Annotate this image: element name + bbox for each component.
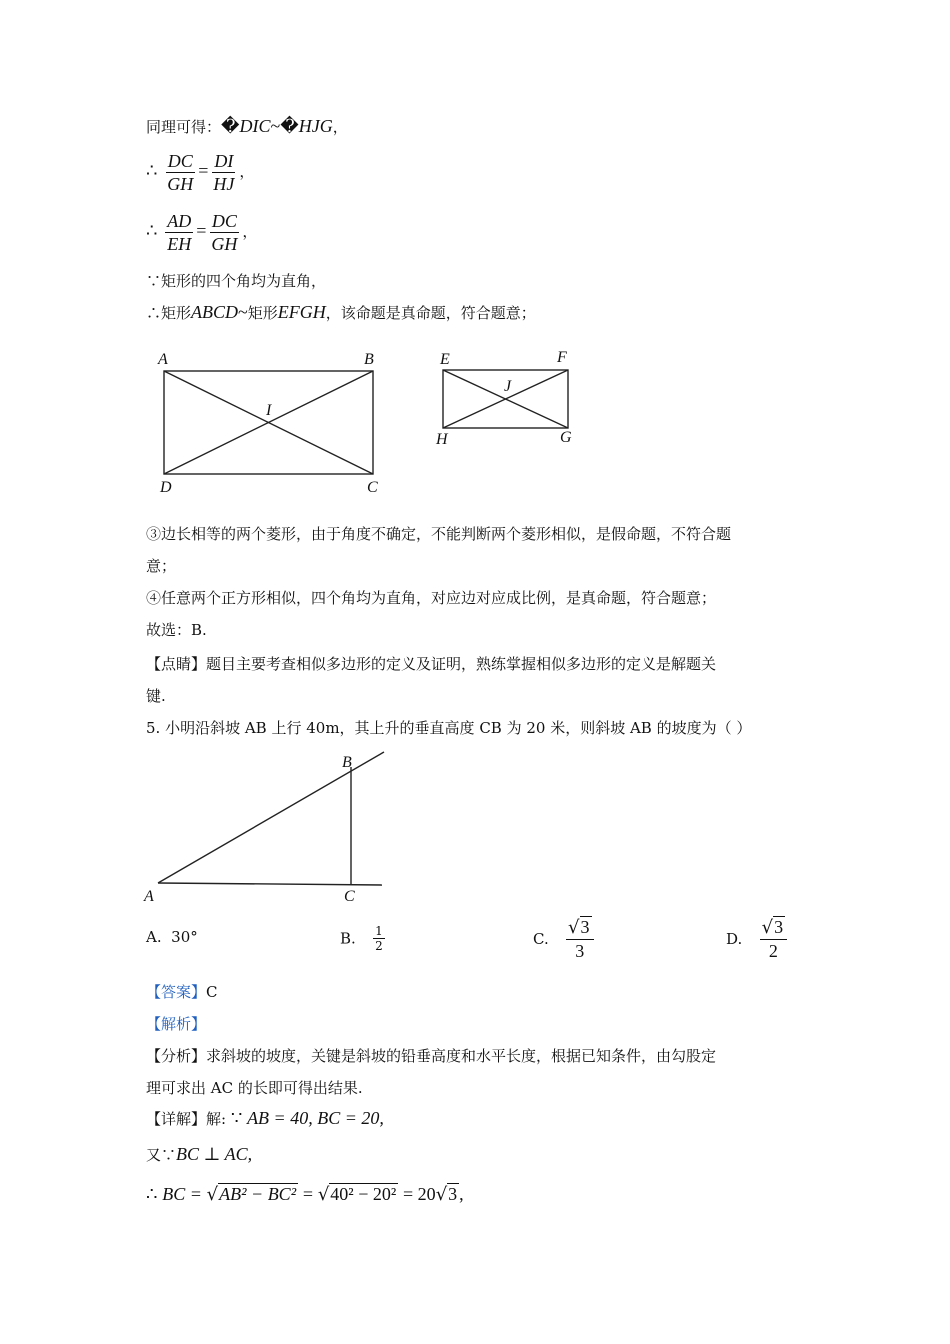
fraction [165,210,193,255]
rect-abcd: ABCD [191,302,239,322]
option-a[interactable] [146,928,198,946]
calc-line [146,1184,464,1205]
numerator: DC [167,151,193,171]
perp-expr: BC ⊥ AC, [176,1144,253,1164]
detail-line [146,1108,384,1129]
detail-prefix: 【详解】解: [146,1110,231,1128]
rect-abcd-shape [164,371,373,474]
para-3-line-a: ③边长相等的两个菱形，由于角度不确定，不能判断两个菱形相似，是假命题，不符合题 [146,525,732,543]
therefore-symbol: ∴ [146,220,158,241]
answer-line [146,981,218,1002]
punct: ， [332,118,348,136]
option-label: B. [340,929,356,948]
label-b: B [342,754,352,771]
para-3-line-b: 意； [146,557,177,575]
right-angle-line: ∵矩形的四个角均为直角， [146,272,327,290]
option-label: A. [146,928,162,946]
text: ∴矩形 [146,304,192,322]
label-e: E [440,351,450,368]
sqrt: √AB² − BC² [206,1184,297,1205]
text: 矩形 [247,304,278,322]
denominator: 2 [768,941,778,961]
fraction [165,150,195,195]
numerator: DC [211,211,237,231]
numerator: DI [214,151,234,171]
slope-figure [140,748,400,908]
sqrt: √3 [568,917,590,938]
label-c: C [344,888,355,905]
label-h: H [436,431,448,448]
given-equation: AB = 40, BC = 20, [247,1108,384,1128]
equals: = [196,220,207,241]
slope-lines [158,752,384,885]
label-a: A [158,351,168,368]
fraction [209,210,239,255]
denominator: 2 [375,939,383,953]
para-4: ④任意两个正方形相似，四个角均为直角，对应边对应成比例，是真命题，符合题意； [146,589,717,607]
label-a: A [144,888,154,905]
text-prefix: 同理可得： [146,118,222,136]
analysis-line-a: 【分析】求斜坡的坡度，关键是斜坡的铅垂高度和水平长度，根据已知条件，由勾股定 [146,1047,717,1065]
punct: ， [239,162,255,181]
fraction [211,150,236,195]
because-symbol: ∵ [230,1108,243,1128]
comment-line-b: 键. [146,687,166,705]
denominator: HJ [213,174,235,194]
denominator: EH [167,234,192,254]
conclusion-line [146,302,536,323]
option-b[interactable] [340,924,388,953]
perpendicular-line [146,1144,252,1165]
similar-symbol: ~ [238,302,248,322]
answer-tag: 【答案】 [146,983,207,1001]
denominator: 3 [575,941,585,961]
triangle-dic: DIC [239,116,271,136]
label-g: G [560,429,572,446]
punct: , [459,1184,464,1204]
radicand: 3 [580,917,590,937]
triangle-hjg: HJG [298,116,333,136]
sqrt: √40² − 20² [317,1184,397,1205]
choice-line: 故选：B. [146,621,207,639]
fraction [373,924,385,953]
numerator: AD [167,211,192,231]
comment-line-a: 【点睛】题目主要考查相似多边形的定义及证明，熟练掌握相似多边形的定义是解题关 [146,655,717,673]
analysis-line-b: 理可求出 AC 的长即可得出结果. [146,1079,363,1097]
radicand: 40² − 20² [330,1184,397,1204]
lhs: BC = [162,1184,202,1204]
therefore-symbol: ∴ [146,160,158,181]
option-label: D. [726,930,743,948]
label-i: I [266,402,272,419]
label-j: J [504,378,512,395]
label-b: B [364,351,374,368]
option-c[interactable] [533,916,597,962]
radicand: 3 [774,917,784,937]
denominator: GH [167,174,194,194]
equals: = [198,160,209,181]
rectangles-figure [150,345,590,500]
analysis-tag: 【解析】 [146,1015,207,1033]
ratio-line-2 [146,210,257,255]
similar-symbol: ~ [270,116,281,136]
answer-value: C [206,983,218,1001]
missing-glyph: � [280,116,299,136]
numerator [760,916,787,940]
numerator [566,916,593,940]
fraction [760,916,787,962]
equals: = [302,1184,314,1204]
rect-efgh: EFGH [277,302,326,322]
option-label: C. [533,930,549,948]
sqrt: √3 [761,917,784,938]
option-value: 30° [171,928,198,946]
ratio-line-1 [146,150,254,195]
text: ，该命题是真命题，符合题意； [325,304,536,322]
fraction [566,916,593,962]
option-d[interactable] [726,916,790,962]
label-c: C [367,479,378,496]
label-f: F [557,349,567,366]
label-d: D [160,479,172,496]
therefore-symbol: ∴ [146,1184,158,1204]
denominator: GH [211,234,238,254]
numerator: 1 [375,924,383,938]
result: = 20 [403,1184,436,1204]
sqrt: √3 [435,1184,458,1205]
radicand: AB² − BC² [219,1184,297,1204]
question-5: 5. 小明沿斜坡 AB 上行 40m，其上升的垂直高度 CB 为 20 米，则斜坡 AB 的坡度为（ ） [146,719,752,737]
text: 又∵ [146,1146,177,1164]
missing-glyph: � [221,116,240,136]
radicand: 3 [448,1184,458,1204]
punct: ， [242,222,258,241]
similar-triangles-line [146,116,348,137]
